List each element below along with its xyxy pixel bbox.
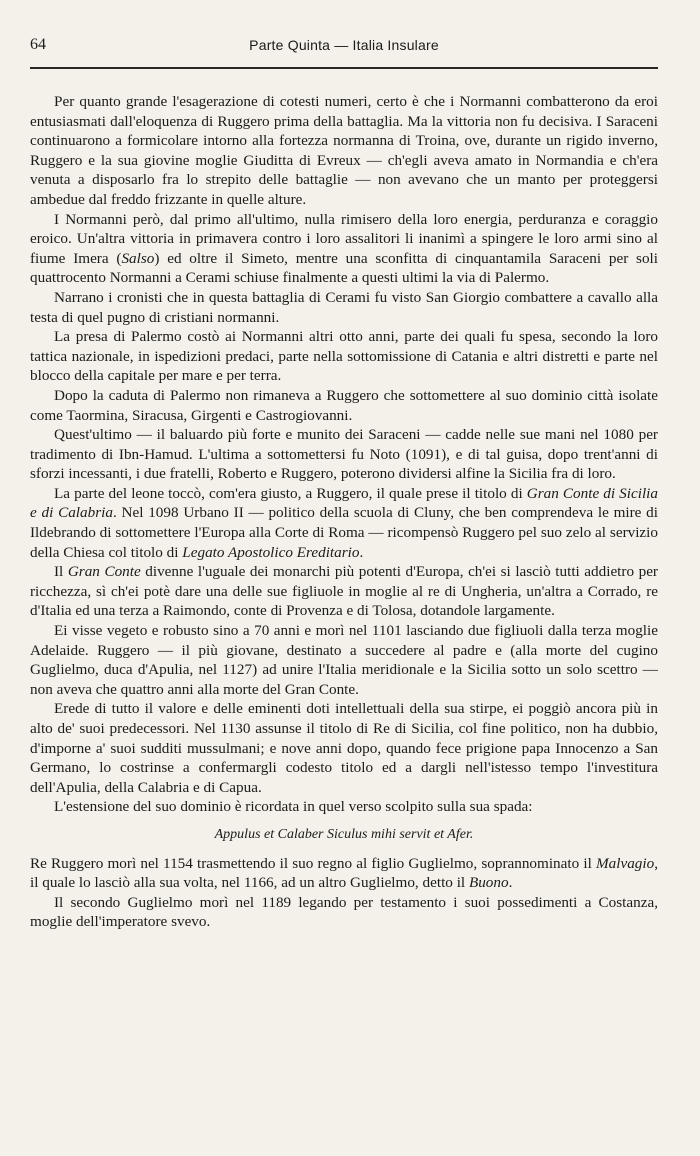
text-run: . [508, 874, 513, 892]
paragraph: Narrano i cronisti che in questa battaglia di Cerami fu visto San Giorgio combattere a cavallo alla testa di quel pugno di cristiani normanni. [30, 288, 658, 326]
sword-inscription-verse: Appulus et Calaber Siculus mihi servit et Afer. [214, 826, 474, 842]
paragraph: Ei visse vegeto e robusto sino a 70 anni e morì nel 1101 lasciando due figliuoli dalla terza moglie Adelaide. Ruggero — il più giovane, destinato a succedere al padre e (alla morte del cugino Guglielmo, duca d'Apulia, nel 1127) ad unire l'Italia meridionale e la Sicilia sotto un solo scettro — non aveva che quattro anni alla morte del Gran Conte. [30, 622, 658, 698]
page-number: 64 [30, 36, 46, 53]
page-body [30, 92, 658, 932]
paragraph [30, 210, 658, 288]
text-run: . [359, 543, 364, 561]
text-run: . Nel 1098 Urbano II — politico della scuola di Cluny, che ben comprendeva le mire di Ildebrando di sottomettere l'Europa alla Corte di Roma — ricompensò Ruggero pel suo zelo al servizio della Chiesa col titolo di [30, 504, 658, 561]
text-run: Re Ruggero morì nel 1154 trasmettendo il suo regno al figlio Guglielmo, soprannominato il [30, 854, 596, 872]
page-header [30, 36, 658, 60]
text-run: ) ed oltre il Simeto, mentre una sconfitta di cinquantamila Saraceni per soli quattrocento Normanni a Cerami schiuse finalmente a questi ultimi la via di Palermo. [30, 249, 658, 287]
paragraph: Dopo la caduta di Palermo non rimaneva a Ruggero che sottomettere al suo dominio città isolate come Taormina, Siracusa, Girgenti e Castrogiovanni. [30, 386, 658, 424]
text-run: , il quale lo lasciò alla sua volta, nel 1166, ad un altro Guglielmo, detto il [30, 854, 658, 892]
italic-text: Legato Apostolico Ereditario [182, 543, 360, 561]
text-run: divenne l'uguale dei monarchi più potenti d'Europa, ch'ei si lasciò tutti addietro per ricchezza, sì ch'ei potè dare una delle sue figliuole in moglie al re di Ungheria, un'altra a Corrado, re d'Italia ed una terza a Raimondo, conte di Provenza e di Tolosa, dotandole largamente. [30, 563, 658, 620]
text-run: La parte del leone toccò, com'era giusto, a Ruggero, il quale prese il titolo di [54, 484, 527, 502]
running-title: Parte Quinta — Italia Insulare [249, 37, 439, 53]
paragraph: Erede di tutto il valore e delle eminenti doti intellettuali della sua stirpe, ei poggiò ancora più in alto de' suoi predecessori. Nel 1130 assunse il titolo di Re di Sicilia, col fine politico, non ha dubbio, d'imporne a' suoi sudditi mussulmani; e nove anni dopo, quando fece prigione papa Innocenzo a San Germano, lo costrinse a confermargli codesto titolo ed a dargli nell'istesso tempo l'investitura dell'Apulia, della Calabria e di Capua. [30, 700, 658, 796]
paragraph [30, 562, 658, 621]
italic-text: Gran Conte [67, 563, 141, 581]
italic-text: Malvagio [595, 854, 655, 872]
text-run: Il [54, 563, 68, 581]
paragraph [30, 854, 658, 893]
italic-text: Salso [121, 249, 155, 267]
paragraph: Il secondo Guglielmo morì nel 1189 legando per testamento i suoi possedimenti a Costanza, moglie dell'imperatore svevo. [30, 893, 658, 931]
paragraph [30, 484, 658, 562]
header-rule [30, 67, 658, 69]
paragraph: La presa di Palermo costò ai Normanni altri otto anni, parte dei quali fu spesa, secondo la loro tattica nazionale, in ispedizioni predaci, parte nella sottomissione di Catania e altri distretti e parte nel blocco della capitale per mare e per terra. [30, 328, 658, 385]
italic-text: Buono [468, 874, 509, 892]
paragraph: Per quanto grande l'esagerazione di cotesti numeri, certo è che i Normanni combatterono da eroi entusiasmati dall'eloquenza di Ruggero prima della battaglia. Ma la vittoria non fu decisiva. I Saraceni continuarono a formicolare intorno alla fortezza normanna di Troina, ove, durante un rigido inverno, Ruggero e la sua giovine moglie Giuditta di Evreux — ch'egli aveva amato in Normandia e ch'era venuta a disposarlo fra lo strepito delle battaglie — non avevano che un manto per proteggersi ambedue dal freddo frizzante in quelle alture. [30, 93, 658, 208]
paragraph: Quest'ultimo — il baluardo più forte e munito dei Saraceni — cadde nelle sue mani nel 1080 per tradimento di Ibn-Hamud. L'ultima a sottomettersi fu Noto (1091), e di tal guisa, dopo trent'anni di sforzi incessanti, i due fratelli, Roberto e Ruggero, poterono dividersi alfine la Sicilia fra di loro. [30, 426, 658, 483]
paragraph: L'estensione del suo dominio è ricordata in quel verso scolpito sulla sua spada: [54, 798, 533, 816]
text-run: I Normanni però, dal primo all'ultimo, nulla rimisero della loro energia, perduranza e coraggio eroico. Un'altra vittoria in primavera contro i loro assalitori li inanimì a spingere le loro armi sino al fiume Imera ( [30, 210, 658, 267]
italic-text: Gran Conte di Sicilia e di Calabria [30, 484, 658, 522]
